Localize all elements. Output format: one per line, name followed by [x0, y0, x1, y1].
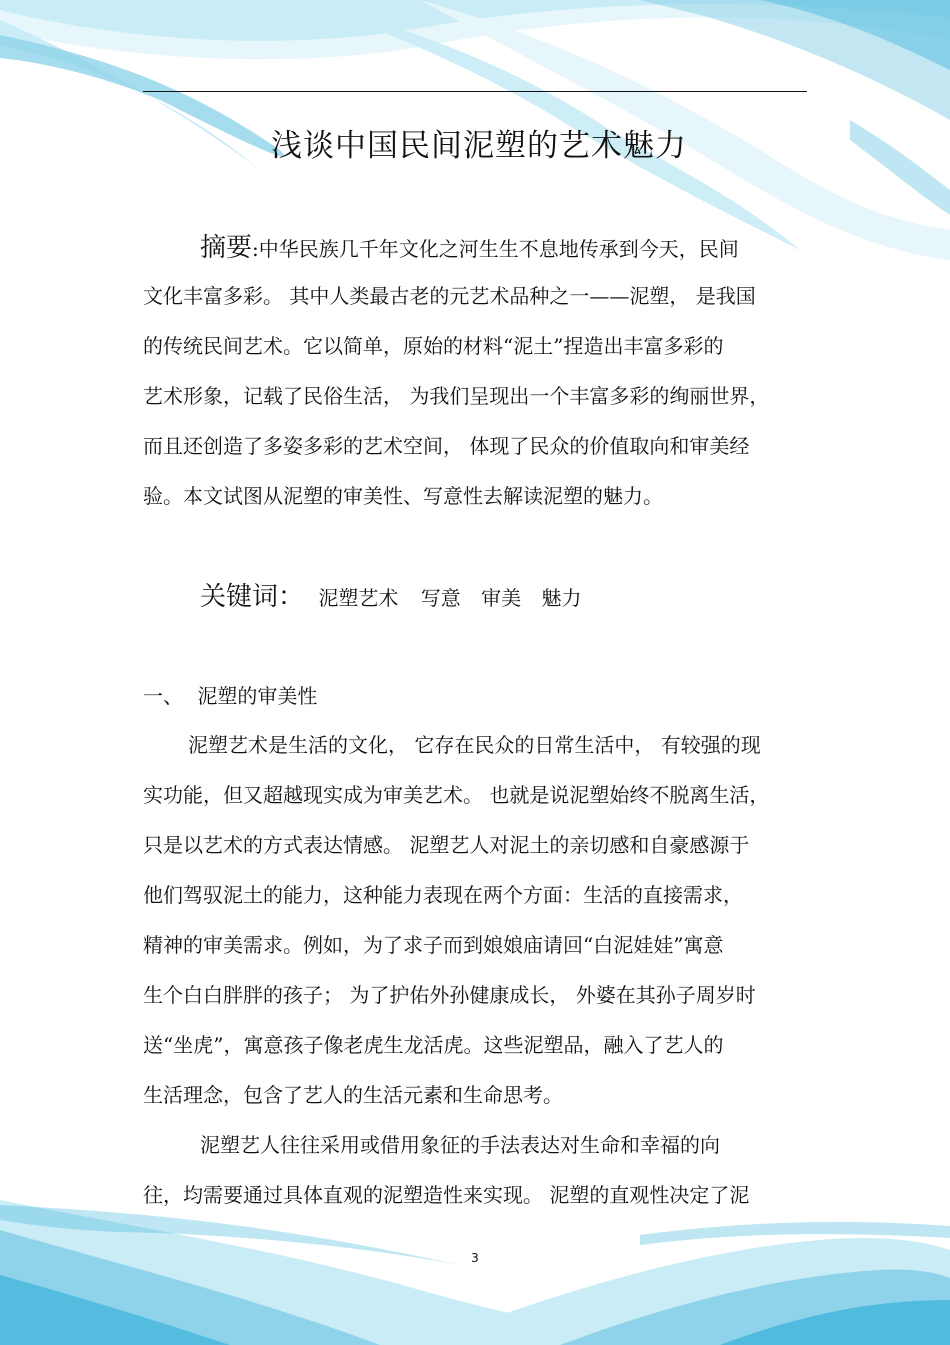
body-line: 生个白白胖胖的孩子； 为了护佑外孙健康成长， 外婆在其孙子周岁时	[143, 983, 756, 1007]
body-line: 泥塑艺术是生活的文化， 它存在民众的日常生活中， 有较强的现	[188, 733, 761, 757]
body-line: 他们驾驭泥土的能力，这种能力表现在两个方面：生活的直接需求，	[143, 883, 743, 907]
abstract-text: :中华民族几千年文化之河生生不息地传承到今天，民间	[252, 237, 739, 261]
body-line: 实功能，但又超越现实成为审美艺术。 也就是说泥塑始终不脱离生活，	[143, 783, 770, 807]
body-line: 泥塑艺人往往采用或借用象征的手法表达对生命和幸福的向	[200, 1133, 720, 1157]
header-rule	[143, 91, 807, 92]
body-line: 精神的审美需求。例如，为了求子而到娘娘庙请回“白泥娃娃”寓意	[143, 933, 724, 957]
body-line: 生活理念，包含了艺人的生活元素和生命思考。	[143, 1083, 563, 1107]
keyword-item: 泥塑艺术	[318, 586, 399, 610]
keywords-label: 关键词：	[200, 582, 305, 612]
document-title: 浅谈中国民间泥塑的艺术魅力	[271, 128, 687, 164]
section-title: 泥塑的审美性	[197, 684, 318, 708]
keywords-line	[200, 576, 581, 613]
keyword-item: 写意	[420, 586, 461, 610]
section-number: 一、	[143, 684, 183, 708]
abstract-line-2: 文化丰富多彩。 其中人类最古老的元艺术品种之一——泥塑， 是我国	[143, 284, 756, 308]
keyword-item: 审美	[481, 586, 522, 610]
abstract-line-5: 而且还创造了多姿多彩的艺术空间， 体现了民众的价值取向和审美经	[143, 434, 750, 458]
keyword-item: 魅力	[541, 586, 582, 610]
body-line: 送“坐虎”，寓意孩子像老虎生龙活虎。这些泥塑品，融入了艺人的	[143, 1033, 724, 1057]
page-number: 3	[471, 1251, 479, 1265]
abstract-label: 摘要	[200, 233, 253, 263]
abstract-line-1	[200, 227, 739, 264]
section-heading	[143, 680, 317, 709]
abstract-line-6: 验。本文试图从泥塑的审美性、写意性去解读泥塑的魅力。	[143, 484, 663, 508]
abstract-line-4: 艺术形象，记载了民俗生活， 为我们呈现出一个丰富多彩的绚丽世界，	[143, 384, 770, 408]
body-line: 只是以艺术的方式表达情感。 泥塑艺人对泥土的亲切感和自豪感源于	[143, 833, 750, 857]
body-line: 往，均需要通过具体直观的泥塑造性来实现。 泥塑的直观性决定了泥	[143, 1183, 750, 1207]
abstract-line-3: 的传统民间艺术。它以简单，原始的材料“泥土”捏造出丰富多彩的	[143, 334, 724, 358]
